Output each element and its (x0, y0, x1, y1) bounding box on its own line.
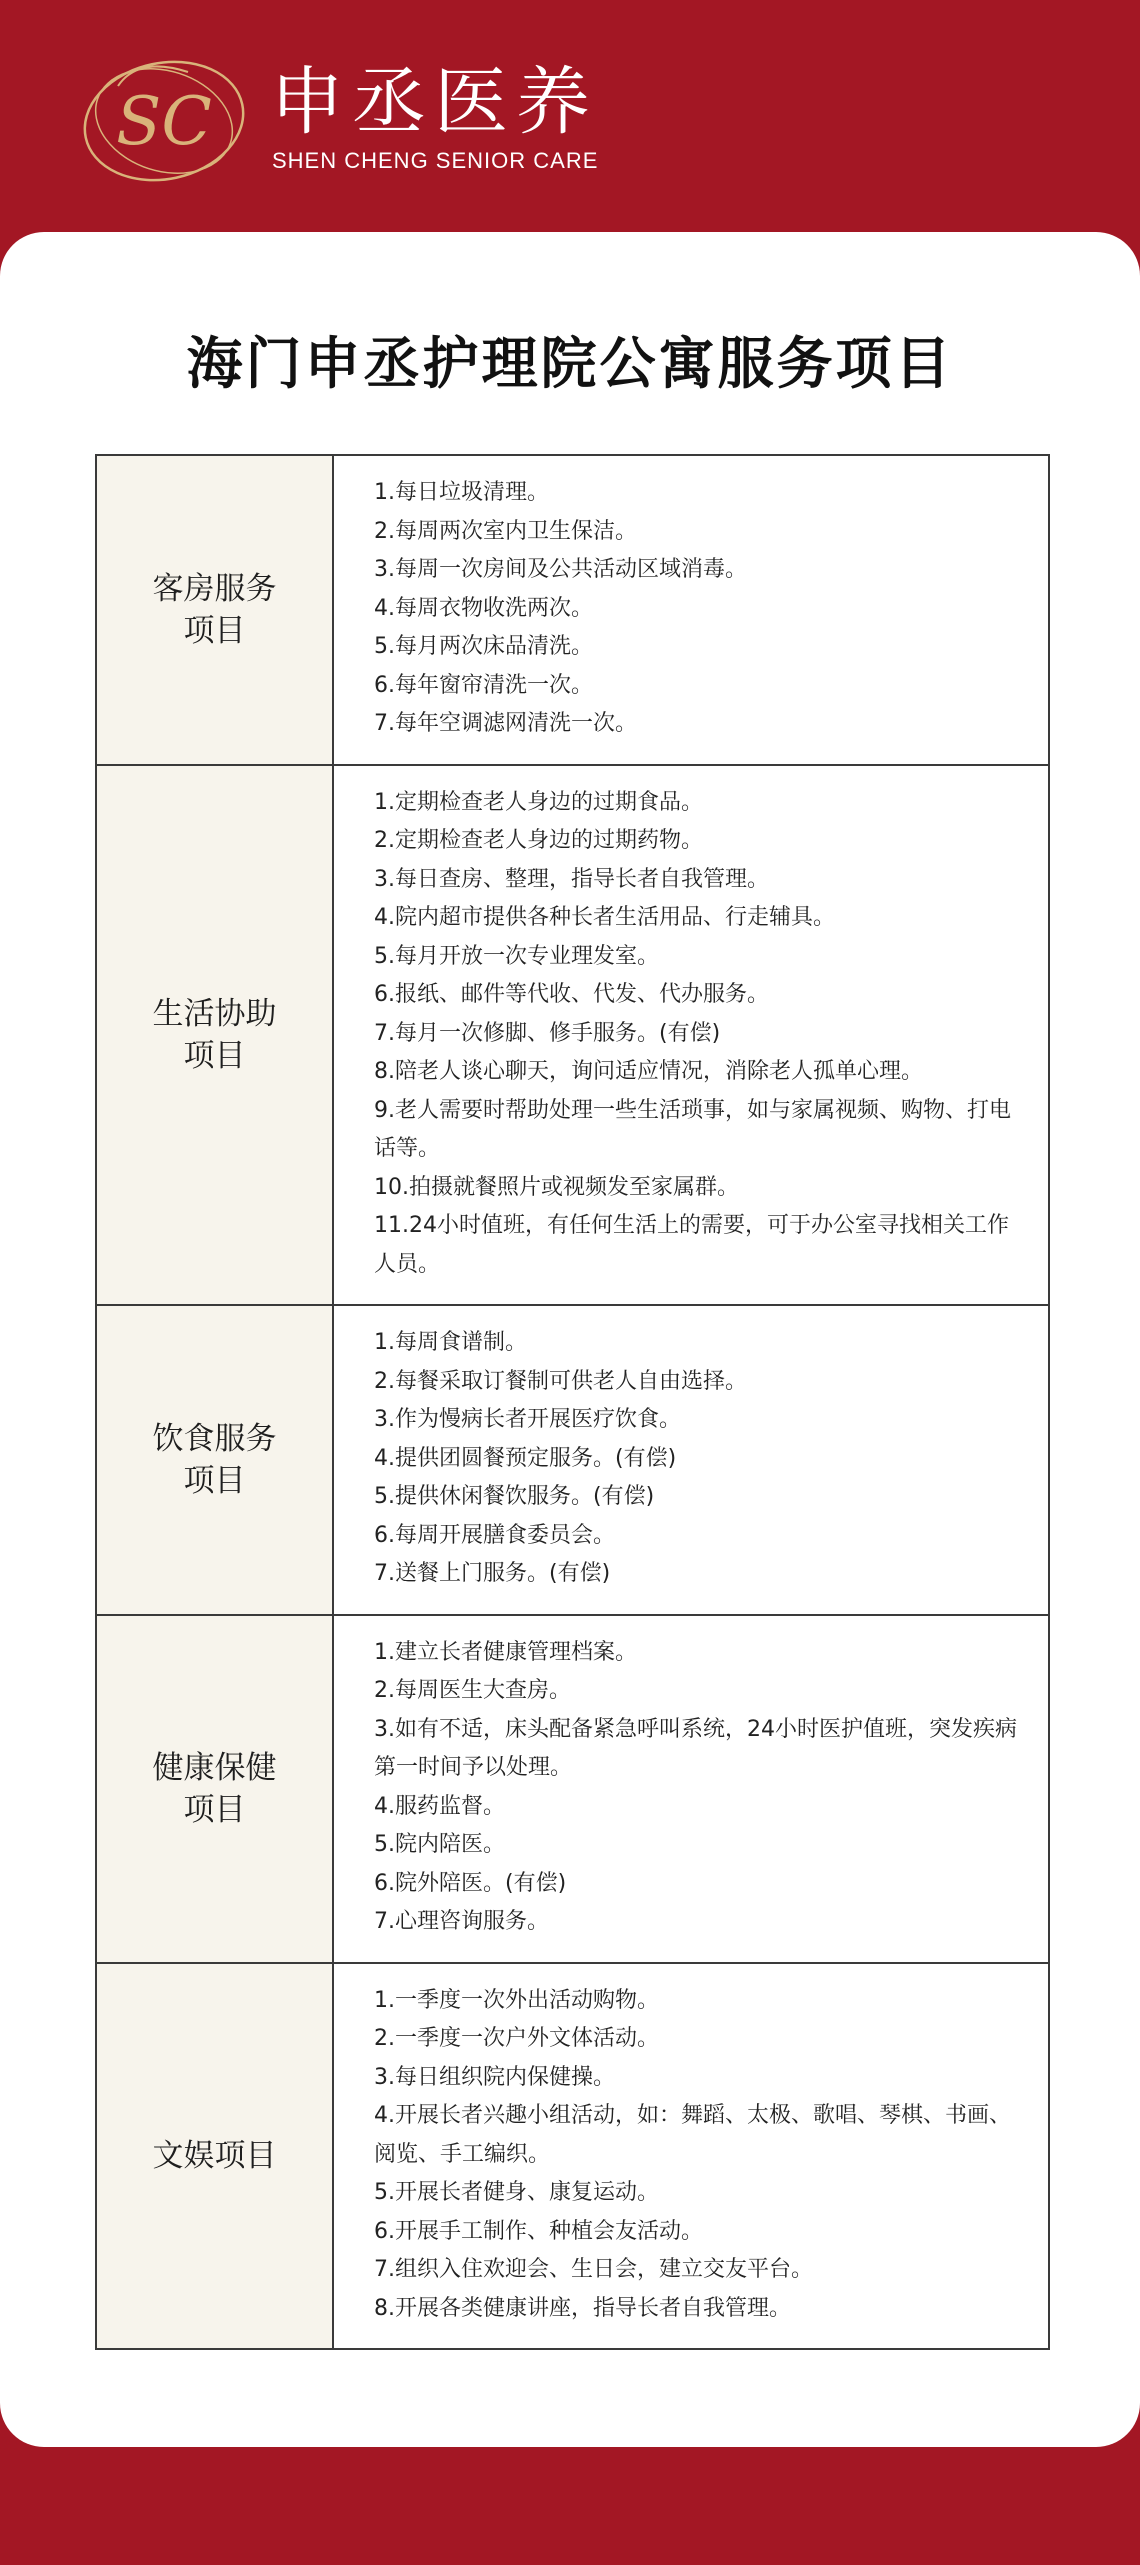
category-name: 生活协助项目 (152, 995, 277, 1074)
table-row (96, 1305, 1049, 1615)
list-item: 1.每日垃圾清理。 (374, 480, 549, 505)
header-banner (0, 0, 1140, 230)
list-item: 6.每周开展膳食委员会。 (374, 1522, 615, 1548)
table-row (96, 1615, 1049, 1963)
list-item: 4.每周衣物收洗两次。 (374, 595, 593, 621)
list-item: 3.如有不适，床头配备紧急呼叫系统，24小时医护值班，突发疾病第一时间予以处理。 (374, 1716, 1017, 1780)
category-cell (96, 1615, 333, 1963)
category-name: 饮食服务项目 (152, 1420, 277, 1499)
list-item: 1.定期检查老人身边的过期食品。 (374, 789, 703, 815)
list-item: 1.建立长者健康管理档案。 (374, 1639, 637, 1665)
logo-mark-icon (78, 56, 250, 186)
list-item: 4.开展长者兴趣小组活动，如：舞蹈、太极、歌唱、琴棋、书画、阅览、手工编织。 (374, 2103, 1011, 2167)
list-item: 8.开展各类健康讲座，指导长者自我管理。 (374, 2295, 791, 2321)
list-item: 2.每周两次室内卫生保洁。 (374, 518, 637, 544)
table-row (96, 1963, 1049, 2350)
item-list (374, 784, 1018, 1285)
list-item: 11.24小时值班，有任何生活上的需要，可于办公室寻找相关工作人员。 (374, 1213, 1009, 1277)
page-title: 海门申丞护理院公寓服务项目 (186, 332, 954, 397)
list-item: 7.每月一次修脚、修手服务。(有偿) (374, 1020, 721, 1046)
items-cell (333, 765, 1049, 1306)
items-cell (333, 1305, 1049, 1615)
list-item: 7.组织入住欢迎会、生日会，建立交友平台。 (374, 2257, 813, 2282)
list-item: 5.每月开放一次专业理发室。 (374, 943, 659, 969)
list-item: 6.院外陪医。(有偿) (374, 1870, 567, 1896)
list-item: 8.陪老人谈心聊天，询问适应情况，消除老人孤单心理。 (374, 1059, 923, 1084)
list-item: 5.院内陪医。 (374, 1832, 505, 1857)
items-cell (333, 455, 1049, 765)
list-item: 4.提供团圆餐预定服务。(有偿) (374, 1445, 677, 1471)
list-item: 1.一季度一次外出活动购物。 (374, 1987, 659, 2013)
category-name: 客房服务项目 (152, 570, 277, 649)
list-item: 7.每年空调滤网清洗一次。 (374, 711, 637, 736)
category-name: 文娱项目 (152, 2137, 277, 2174)
list-item: 7.心理咨询服务。 (374, 1909, 549, 1934)
list-item: 2.一季度一次户外文体活动。 (374, 2026, 659, 2051)
items-cell (333, 1963, 1049, 2350)
list-item: 6.每年窗帘清洗一次。 (374, 672, 593, 698)
items-cell (333, 1615, 1049, 1963)
list-item: 3.每日组织院内保健操。 (374, 2064, 615, 2090)
category-cell (96, 1963, 333, 2350)
list-item: 6.开展手工制作、种植会友活动。 (374, 2218, 703, 2244)
list-item: 3.每日查房、整理，指导长者自我管理。 (374, 866, 769, 892)
service-table (95, 454, 1050, 2350)
list-item: 9.老人需要时帮助处理一些生活琐事，如与家属视频、购物、打电话等。 (374, 1097, 1011, 1161)
item-list (374, 1982, 1018, 2329)
list-item: 1.每周食谱制。 (374, 1330, 527, 1355)
brand-name-cn: 申丞医养 (270, 59, 598, 145)
item-list (374, 1324, 1018, 1594)
list-item: 7.送餐上门服务。(有偿) (374, 1561, 611, 1586)
category-cell (96, 1305, 333, 1615)
list-item: 5.每月两次床品清洗。 (374, 634, 593, 659)
list-item: 5.开展长者健身、康复运动。 (374, 2180, 659, 2205)
list-item: 2.每周医生大查房。 (374, 1678, 571, 1703)
brand-name-en: SHEN CHENG SENIOR CARE (272, 148, 599, 173)
table-row (96, 765, 1049, 1306)
list-item: 6.报纸、邮件等代收、代发、代办服务。 (374, 982, 769, 1007)
category-cell (96, 455, 333, 765)
list-item: 5.提供休闲餐饮服务。(有偿) (374, 1484, 655, 1509)
item-list (374, 474, 1018, 744)
item-list (374, 1634, 1018, 1942)
category-name: 健康保健项目 (152, 1749, 277, 1828)
list-item: 2.每餐采取订餐制可供老人自由选择。 (374, 1368, 747, 1394)
logo-letters: SC (116, 83, 212, 160)
list-item: 10.拍摄就餐照片或视频发至家属群。 (374, 1174, 739, 1200)
content-card (0, 232, 1140, 2447)
category-cell (96, 765, 333, 1306)
table-row (96, 455, 1049, 765)
list-item: 3.作为慢病长者开展医疗饮食。 (374, 1407, 681, 1432)
list-item: 3.每周一次房间及公共活动区域消毒。 (374, 557, 747, 582)
list-item: 4.服药监督。 (374, 1793, 505, 1819)
list-item: 4.院内超市提供各种长者生活用品、行走辅具。 (374, 905, 835, 930)
list-item: 2.定期检查老人身边的过期药物。 (374, 828, 703, 853)
